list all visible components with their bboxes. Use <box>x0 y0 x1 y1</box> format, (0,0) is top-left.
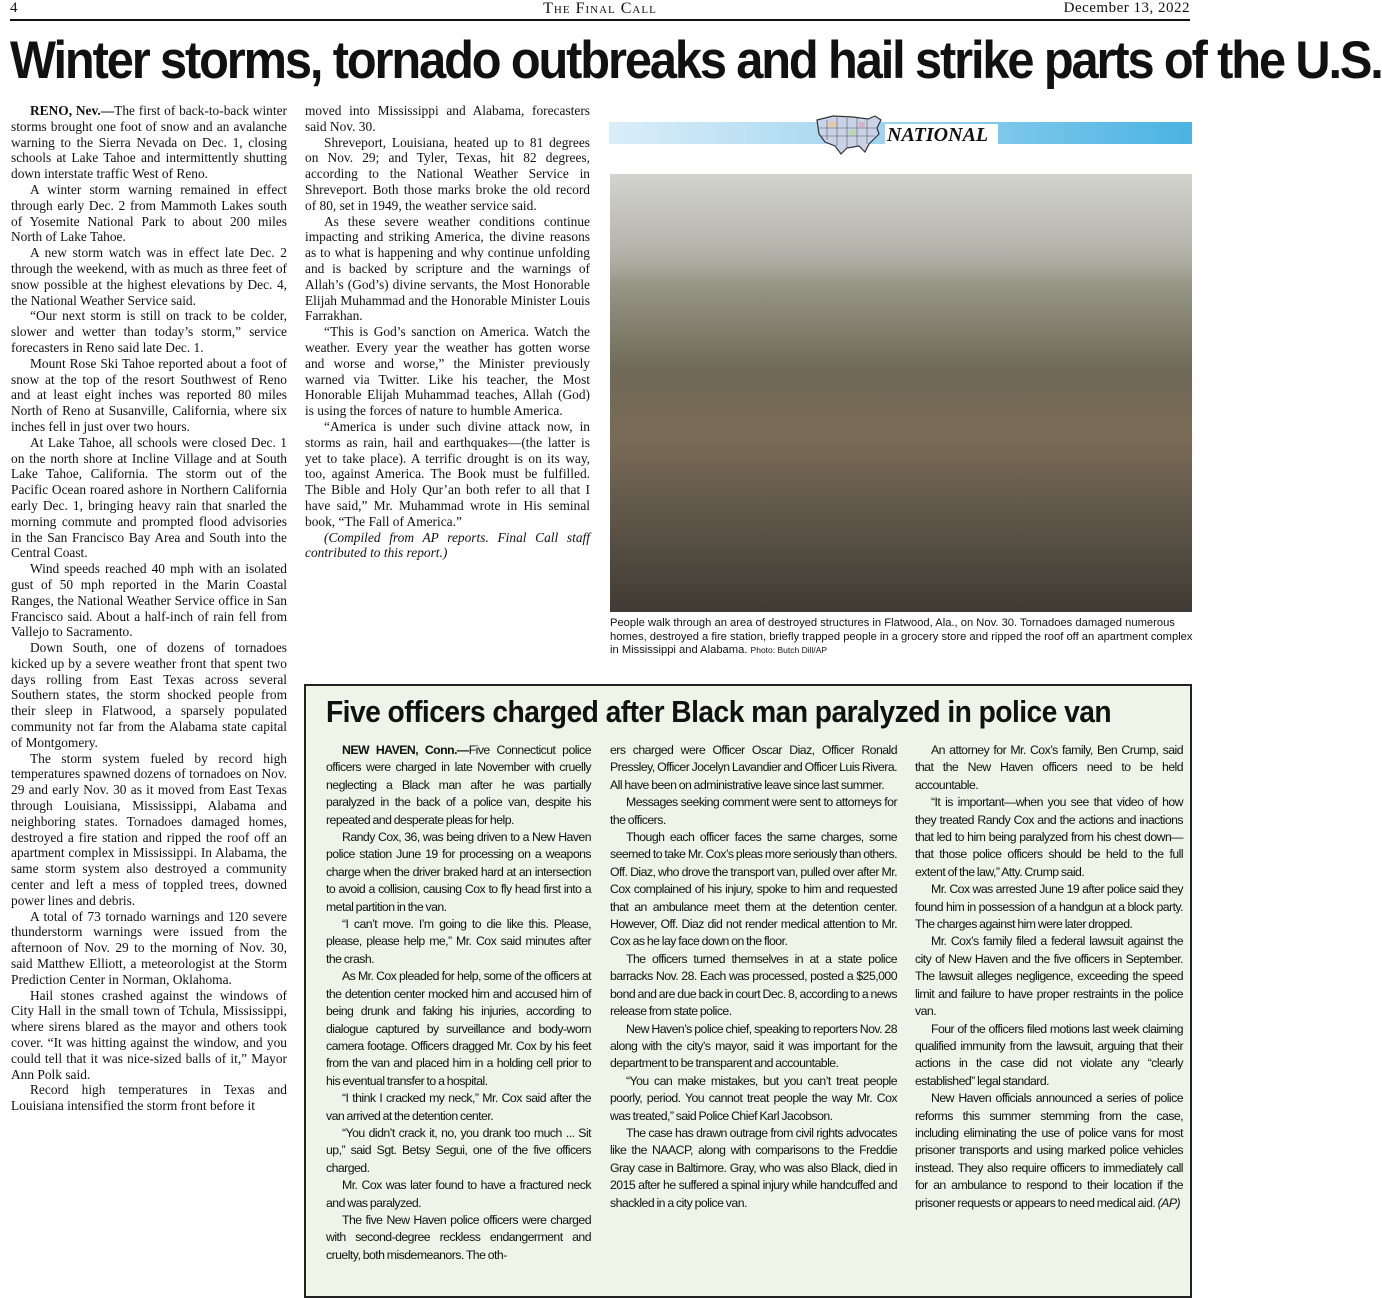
us-map-icon <box>813 110 885 158</box>
main-article-column-2 <box>305 103 590 561</box>
article-paragraph: Mr. Cox’s family filed a federal lawsuit against the city of New Haven and the five officers in September. The lawsuit alleges negligence, exceeding the speed limit and failure to have proper restraints in the police van. <box>915 934 1183 1019</box>
article-paragraph: As Mr. Cox pleaded for help, some of the officers at the detention center mocked him and accused him of being drunk and faking his injuries, according to dialogue captured by surveillance and body-worn camera footage. Officers dragged Mr. Cox by his feet from the van and placed him in a holding cell prior to his eventual transfer to a hospital. <box>326 969 591 1088</box>
section-label: NATIONAL <box>885 124 998 147</box>
article-paragraph: “America is under such divine attack now, in storms as rain, hail and earthquakes—(the latter is yet to take place). A terrific drought is on its way, too, against America. The Book must be fulfilled. The Bible and Holy Qur’an both refer to all that I have said,” Mr. Muhammad wrote in His seminal book, “The Fall of America.” <box>305 418 590 529</box>
article-paragraph: “Our next storm is still on track to be colder, slower and wetter than today’s storm,” service forecasters in Reno said late Dec. 1. <box>11 308 287 355</box>
article-paragraph: The case has drawn outrage from civil rights advocates like the NAACP, along with comparisons to the Freddie Gray case in Baltimore. Gray, who was also Black, died in 2015 after he suffered a spinal injury while handcuffed and shackled in a city police van. <box>610 1125 897 1210</box>
article-paragraph: Randy Cox, 36, was being driven to a New Haven police station June 19 for processing on a weapons charge when the driver braked hard at an intersection to avoid a collision, causing Cox to fly head first into a metal partition in the van. <box>326 830 591 914</box>
article-paragraph: A winter storm warning remained in effect through early Dec. 2 from Mammoth Lakes south of Yosemite National Park to about 200 miles North of Lake Tahoe. <box>11 181 287 245</box>
article-paragraph: “I can’t move. I’m going to die like this. Please, please, please help me,” Mr. Cox said minutes after the crash. <box>326 917 591 966</box>
article-paragraph: Record high temperatures in Texas and Louisiana intensified the storm front before it <box>11 1082 287 1114</box>
article-paragraph: Though each officer faces the same charges, some seemed to take Mr. Cox’s pleas more seriously than others. Off. Diaz, who drove the transport van, pulled over after Mr. Cox complained of his injury, spoke to him and requested that an ambulance meet them at the detention center. However, Off. Diaz did not render medical attention to Mr. Cox as he lay face down on the floor. <box>610 830 897 949</box>
page-number: 4 <box>10 0 18 16</box>
article-note: (Compiled from AP reports. Final Call staff contributed to this report.) <box>305 529 590 561</box>
article-paragraph: “You didn’t crack it, no, you drank too much ... Sit up,” said Sgt. Betsy Segui, one of the five officers charged. <box>326 1125 591 1175</box>
masthead <box>10 0 1190 21</box>
article-paragraph: ers charged were Officer Oscar Diaz, Officer Ronald Pressley, Officer Jocelyn Lavandier and Officer Luis Rivera. All have been on administrative leave since last summer. <box>610 743 897 792</box>
article-paragraph: “It is important—when you see that video of how they treated Randy Cox and the actions and inactions that led to him being paralyzed from his chest down—that those police officers should be held to the full extent of the law,” Atty. Crump said. <box>915 795 1183 879</box>
article-paragraph: At Lake Tahoe, all schools were closed Dec. 1 on the north shore at Incline Village and at South Lake Tahoe, California. The storm out of the Pacific Ocean roared ashore in Northern California early Dec. 1, bringing heavy rain that snarled the morning commute and prompted flood advisories in the San Francisco Bay Area and South into the Central Coast. <box>11 434 287 561</box>
sidebar-column-3 <box>915 742 1183 1212</box>
article-paragraph: “You can make mistakes, but you can’t treat people poorly, period. You cannot treat people the way Mr. Cox was treated,” said Police Chief Karl Jacobson. <box>610 1073 897 1123</box>
article-paragraph: As these severe weather conditions continue impacting and striking America, the divine reasons as to what is happening and why continue unfolding and is backed by scripture and the warnings of Allah’s (God’s) divine servants, the Most Honorable Elijah Muhammad and the Honorable Minister Louis Farrakhan. <box>305 213 590 324</box>
article-paragraph: Mr. Cox was arrested June 19 after police said they found him in possession of a handgun at a block party. The charges against him were later dropped. <box>915 882 1183 932</box>
article-paragraph: RENO, Nev.—The first of back-to-back winter storms brought one foot of snow and an avalanche warning to the Sierra Nevada on Dec. 1, closing schools at Lake Tahoe and intermittently shutting down interstate traffic West of Reno. <box>11 103 287 182</box>
photo-sky <box>610 174 1192 284</box>
article-paragraph: Mr. Cox was later found to have a fractured neck and was paralyzed. <box>326 1178 591 1210</box>
article-paragraph: Wind speeds reached 40 mph with an isolated gust of 50 mph reported in the Marin Coastal Ranges, the National Weather Service office in San Francisco said. About a half-inch of rain fell from Vallejo to Sacramento. <box>11 561 287 640</box>
article-paragraph: “This is God’s sanction on America. Watch the weather. Every year the weather has gotten worse and worse and worse,” the Minister previously warned via Twitter. Like his teacher, the Most Honorable Elijah Muhammad teaches, Allah (God) is using the forces of nature to humble America. <box>305 324 590 419</box>
article-paragraph: moved into Mississippi and Alabama, forecasters said Nov. 30. <box>305 103 590 134</box>
dateline: NEW HAVEN, Conn.— <box>342 743 469 757</box>
article-paragraph: “I think I cracked my neck,” Mr. Cox said after the van arrived at the detention center. <box>326 1091 591 1123</box>
article-paragraph: The five New Haven police officers were charged with second-degree reckless endangerment and cruelty, both misdemeanors. The oth- <box>326 1212 591 1262</box>
article-paragraph: An attorney for Mr. Cox’s family, Ben Crump, said that the New Haven officers need to be held accountable. <box>915 743 1183 792</box>
sidebar-column-2 <box>610 742 897 1212</box>
tornado-debris-photo <box>610 174 1192 612</box>
sidebar-headline: Five officers charged after Black man paralyzed in police van <box>326 694 1112 729</box>
photo-credit: Photo: Butch Dill/AP <box>750 645 828 656</box>
article-paragraph: The storm system fueled by record high temperatures spawned dozens of tornadoes on Nov. 29 and early Nov. 30 as it moved from East Texas through Louisiana, Mississippi, Alabama and neighboring states. Tornadoes damaged homes, destroyed a fire station and ripped the roof off an apartment complex in Mississippi. In Alabama, the same storm system also destroyed a community center and left a mess of toppled trees, downed power lines and debris. <box>11 750 287 908</box>
source-credit: (AP) <box>1157 1195 1181 1210</box>
page-headline: Winter storms, tornado outbreaks and hail strike parts of the U.S. <box>10 31 1382 90</box>
article-paragraph: A total of 73 tornado warnings and 120 severe thunderstorm warnings were issued from the afternoon of Nov. 29 to the morning of Nov. 30, said Matthew Elliott, a meteorologist at the Storm Prediction Center in Norman, Oklahoma. <box>11 908 287 987</box>
dateline: RENO, Nev.— <box>30 103 115 118</box>
main-article-column-1 <box>11 103 287 1114</box>
article-paragraph: New Haven officials announced a series of police reforms this summer stemming from the case, including eliminating the use of police vans for most prisoner transports and using marked police vehicles instead. They also require officers to immediately call for an ambulance to respond to their location if the prisoner requests or appears to need medical aid. (AP) <box>915 1091 1183 1210</box>
article-paragraph: Mount Rose Ski Tahoe reported about a foot of snow at the top of the resort Southwest of Reno and at least eight inches was reported 80 miles North of Reno at Susanville, California, where six inches fell in just over two hours. <box>11 355 287 434</box>
publication-name: The Final Call <box>543 0 657 17</box>
article-paragraph: NEW HAVEN, Conn.—Five Connecticut police officers were charged in late November with cruelly neglecting a Black man after he was partially paralyzed in the back of a police van, despite his repeated and desperate pleas for help. <box>326 743 591 827</box>
photo-caption <box>610 617 1194 658</box>
article-paragraph: The officers turned themselves in at a state police barracks Nov. 28. Each was processed, posted a $25,000 bond and are due back in court Dec. 8, according to a news release from state police. <box>610 951 897 1019</box>
article-paragraph: A new storm watch was in effect late Dec. 2 through the weekend, with as much as three feet of snow possible at the highest elevations by Dec. 4, the National Weather Service said. <box>11 245 287 308</box>
sidebar-article-box <box>304 684 1192 1298</box>
article-paragraph: New Haven’s police chief, speaking to reporters Nov. 28 along with the city’s mayor, said it was important for the department to be transparent and accountable. <box>610 1021 897 1071</box>
article-paragraph: Down South, one of dozens of tornadoes kicked up by a severe weather front that spent two days rolling from East Texas across several Southern states, the storm shocked people from their sleep in Flatwood, a sparsely populated community not far from the Alabama state capital of Montgomery. <box>11 640 287 750</box>
caption-text: People walk through an area of destroyed structures in Flatwood, Ala., on Nov. 30. Tornadoes damaged numerous homes, destroyed a fire station, briefly trapped people in a grocery store and ripped the roof off an apartment complex in Mississippi and Alabama. <box>610 617 1193 657</box>
sidebar-column-1 <box>326 742 591 1264</box>
article-paragraph: Four of the officers filed motions last week claiming qualified immunity from the lawsuit, arguing that their actions in the case did not violate any “clearly established” legal standard. <box>915 1021 1183 1088</box>
article-paragraph: Hail stones crashed against the windows of City Hall in the small town of Tchula, Mississippi, where sirens blared as the mayor and others took cover. “It was hitting against the window, and you could tell that it was nice-sized balls of it,” Mayor Ann Polk said. <box>11 987 287 1082</box>
article-paragraph: Messages seeking comment were sent to attorneys for the officers. <box>610 795 897 827</box>
article-paragraph: Shreveport, Louisiana, heated up to 81 degrees on Nov. 29; and Tyler, Texas, hit 82 degrees, according to the National Weather Service in Shreveport. Both those marks broke the old record of 80, set in 1949, the weather service said. <box>305 134 590 213</box>
issue-date: December 13, 2022 <box>1063 0 1190 16</box>
